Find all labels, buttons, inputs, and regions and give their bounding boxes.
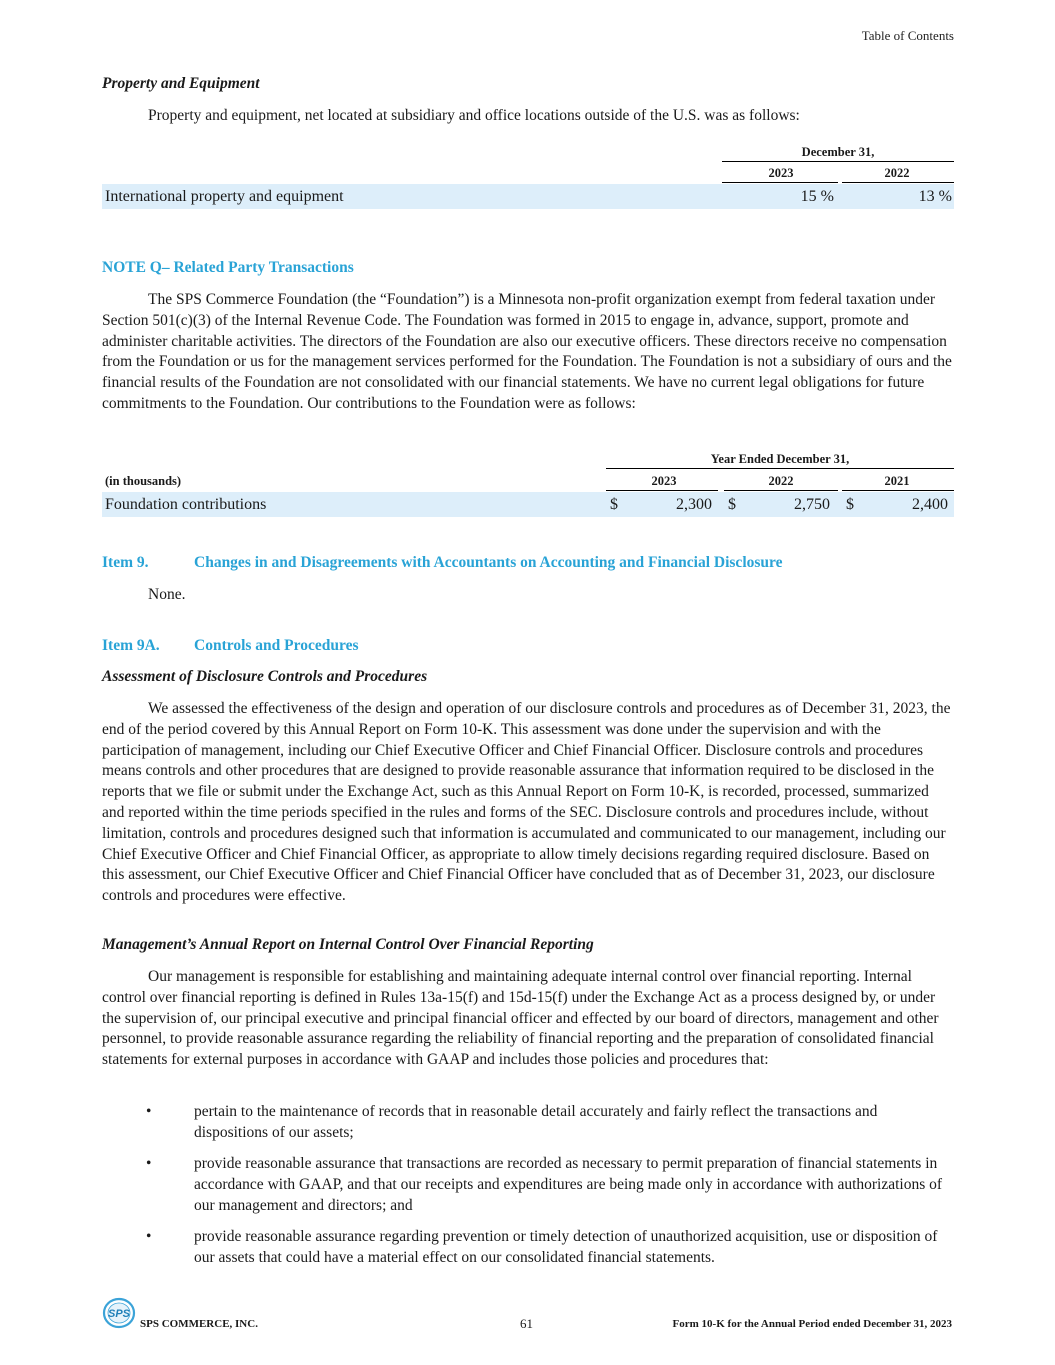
item-9a-heading (102, 637, 954, 655)
item-9-heading (102, 554, 954, 572)
currency-symbol: $ (728, 495, 736, 513)
assessment-heading: Assessment of Disclosure Controls and Procedures (102, 668, 428, 685)
page-footer (102, 1296, 952, 1332)
foundation-group-rule (606, 468, 954, 469)
currency-symbol: $ (610, 495, 618, 513)
company-name: SPS COMMERCE, INC. (140, 1318, 258, 1330)
management-report-text: Our management is responsible for establishing and maintaining adequate internal control over financial reporting. Internal control over financial reporting is defined in Rules 13a-15(f) and 15d-15(f) under the Exchange Act as a process designed by, or under the supervision of, our principal executive and principal financial officer and effected by our board of directors, management and other personnel, to provide reasonable assurance regarding the reliability of financial reporting and the preparation of consolidated financial statements for external purposes in accordance with GAAP and includes those policies and procedures that: (102, 968, 939, 1069)
units-label: (in thousands) (105, 474, 182, 488)
property-value-2022: 13 % (918, 187, 952, 205)
list-item (102, 1102, 954, 1144)
logo-text: SPS (107, 1308, 131, 1320)
property-row-label: International property and equipment (105, 187, 344, 205)
foundation-value-2023: 2,300 (676, 495, 712, 513)
property-heading: Property and Equipment (102, 75, 260, 92)
table-row (102, 492, 954, 517)
property-table-group-header: December 31, (801, 145, 875, 159)
bullet-marker: • (146, 1155, 152, 1172)
note-q-paragraph: The SPS Commerce Foundation (the “Foundation”) is a Minnesota non-profit organization exempt from federal taxation under Section 501(c)(3) of the Internal Revenue Code. The Foundation was formed in 2015 to engage in, advance, support, promote and administer charitable activities. The directors of the Foundation are also our executive officers. These directors receive no compensation from the Foundation or us for the management services performed for the Foundation. The Foundation is not a subsidiary of ours and the financial results of the Foundation are not consolidated with our financial statements. We have no current legal obligations for future commitments to the Foundation. Our contributions to the Foundation were as follows: (102, 291, 952, 412)
foundation-col-2022: 2022 (768, 474, 794, 488)
bullet-marker: • (146, 1228, 152, 1245)
property-col-rule-2023 (722, 182, 838, 183)
property-col-2022: 2022 (884, 166, 910, 180)
bullet-text: pertain to the maintenance of records that in reasonable detail accurately and fairly reflect the transactions and dispositions of our assets; (194, 1103, 878, 1141)
list-item (102, 1154, 954, 1216)
property-intro: Property and equipment, net located at subsidiary and office locations outside of the U.S. was as follows: (148, 107, 800, 124)
property-group-rule (722, 161, 954, 162)
note-q-title: NOTE Q– Related Party Transactions (102, 259, 354, 276)
table-row (102, 184, 954, 209)
foundation-col-2023: 2023 (651, 474, 677, 488)
bullet-text: provide reasonable assurance that transactions are recorded as necessary to permit preparation of financial statements in accordance with GAAP, and that our receipts and expenditures are being made only in accordance with authorizations of our management and directors; and (194, 1155, 943, 1214)
foundation-row-label: Foundation contributions (105, 495, 267, 513)
property-value-2023: 15 % (800, 187, 834, 205)
assessment-text: We assessed the effectiveness of the design and operation of our disclosure controls and procedures as of December 31, 2023, the end of the period covered by this Annual Report on Form 10-K. This assessment was done under the supervision and with the participation of management, including our Chief Executive Officer and Chief Financial Officer. Disclosure controls and procedures means controls and other procedures that are designed to provide reasonable assurance that information required to be disclosed in the reports that we file or submit under the Exchange Act, such as this Annual Report on Form 10-K, is recorded, processed, summarized and reported within the time periods specified in the rules and forms of the SEC. Disclosure controls and procedures include, without limitation, controls and procedures designed such that information is accumulated and communicated to our management, including our Chief Executive Officer and Chief Financial Officer, as appropriate to allow timely decisions regarding required disclosure. Based on this assessment, our Chief Executive Officer and Chief Financial Officer have concluded that as of December 31, 2023, our disclosure controls and procedures were effective. (102, 700, 951, 905)
sps-logo-icon (102, 1296, 138, 1330)
form-line: Form 10-K for the Annual Period ended December 31, 2023 (672, 1318, 952, 1330)
foundation-col-rule-2022 (724, 490, 838, 491)
list-item (102, 1227, 954, 1269)
item-9-body: None. (148, 586, 186, 603)
bullet-text: provide reasonable assurance regarding prevention or timely detection of unauthorized acquisition, use or disposition of our assets that could have a material effect on our consolidated financial statements. (194, 1228, 938, 1266)
table-of-contents-link[interactable]: Table of Contents (861, 28, 954, 43)
item-9-number: Item 9. (102, 554, 149, 571)
item-9-title: Changes in and Disagreements with Accountants on Accounting and Financial Disclosure (194, 554, 783, 571)
foundation-value-2021: 2,400 (912, 495, 948, 513)
management-report-heading: Management’s Annual Report on Internal Control Over Financial Reporting (102, 936, 594, 953)
item-9a-title: Controls and Procedures (194, 637, 359, 654)
currency-symbol: $ (846, 495, 854, 513)
foundation-table-group-header: Year Ended December 31, (710, 452, 850, 466)
page-number: 61 (520, 1316, 533, 1331)
property-col-rule-2022 (842, 182, 954, 183)
property-col-2023: 2023 (768, 166, 794, 180)
foundation-col-rule-2023 (606, 490, 718, 491)
item-9a-number: Item 9A. (102, 637, 160, 654)
bullet-marker: • (146, 1103, 152, 1120)
foundation-col-2021: 2021 (884, 474, 910, 488)
foundation-col-rule-2021 (842, 490, 954, 491)
foundation-value-2022: 2,750 (794, 495, 830, 513)
